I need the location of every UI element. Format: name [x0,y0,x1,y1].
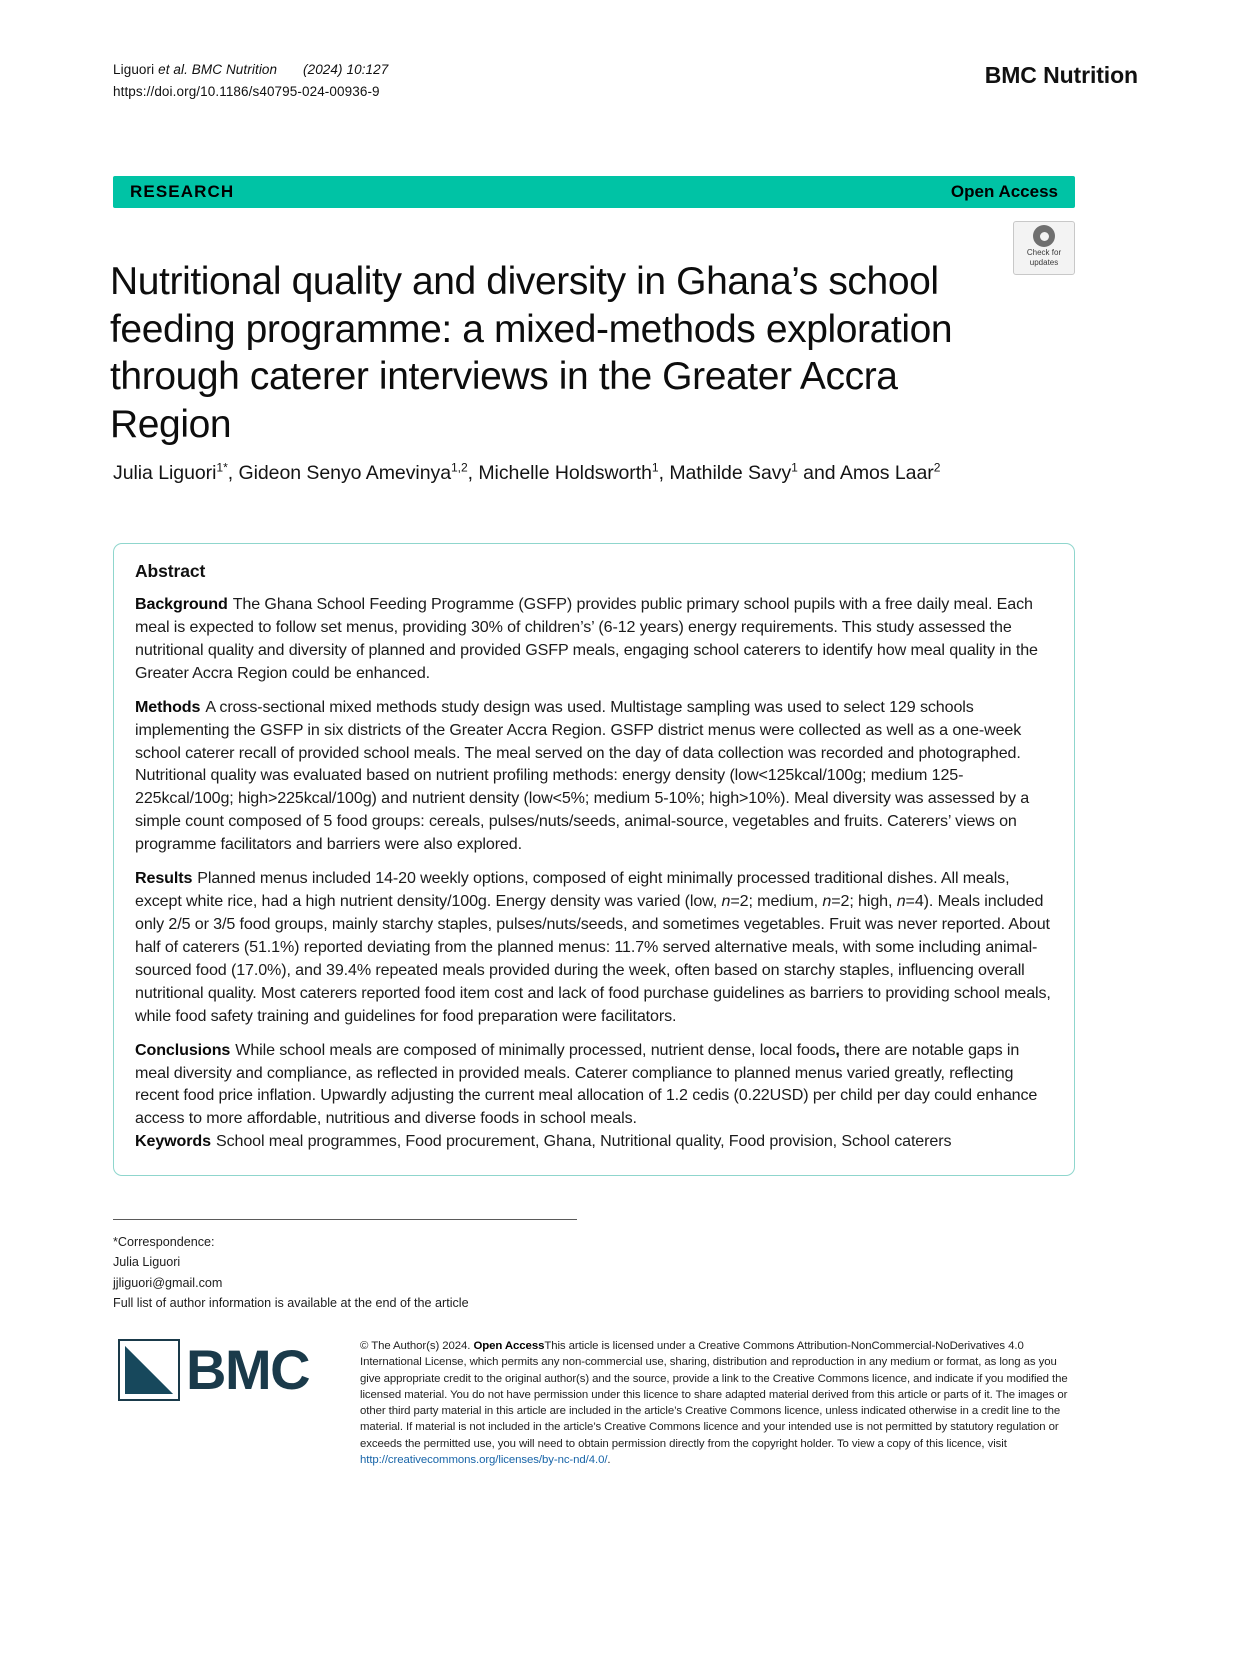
running-head [113,60,1138,103]
bmc-logo [118,1337,333,1403]
abstract-section-text: The Ghana School Feeding Programme (GSFP) provides public primary school pupils with a free daily meal. Each meal is expected to follow set menus, providing 30% of children’s’ (6-12 years) energy requirements. This study assessed the nutritional quality and diversity of planned and provided GSFP meals, engaging school caterers to identify how meal quality in the Greater Accra Region could be enhanced. [135,595,1038,682]
runhead-volume: (2024) 10:127 [303,62,389,77]
running-head-citation [113,60,388,103]
correspondence-label: *Correspondence: [113,1235,215,1249]
abstract-sections [135,593,1053,1130]
journal-title: BMC Nutrition [984,62,1138,88]
bmc-mark-icon [118,1339,180,1401]
bmc-logo-text: BMC [186,1338,310,1401]
page-title: Nutritional quality and diversity in Ghana’s school feeding programme: a mixed-methods exploration through caterer interviews in the Greater Accra Region [110,260,953,446]
abstract-section-text: Planned menus included 14-20 weekly options, composed of eight minimally processed traditional dishes. All meals, except white rice, had a high nutrient density/100g. Energy density was varied (low, n=2; medium, n=2; high, n=4). Meals included only 2/5 or 3/5 food groups, mainly starchy staples, pulses/nuts/seeds, and sometimes vegetables. Fruit was never reported. About half of caterers (51.1%) reported deviating from the planned menus: 11.7% served alternative meals, with some including animal-sourced food (17.0%), and 39.4% repeated meals provided during the week, often based on starchy staples, influencing overall nutritional quality. Most caterers reported food item cost and lack of food purchase guidelines as barriers to providing school meals, while food safety training and guidelines for food preparation were facilitators. [135,869,1051,1025]
keywords-label: Keywords [135,1132,211,1151]
abstract-section-text: A cross-sectional mixed methods study design was used. Multistage sampling was used to select 129 schools implementing the GSFP in six districts of the Greater Accra Region. GSFP district menus were collected as well as a one-week school caterer recall of provided school meals. The meal served on the day of data collection was recorded and photographed. Nutritional quality was evaluated based on nutrient profiling methods: energy density (low<125kcal/100g; medium 125-225kcal/100g; high>225kcal/100g) and nutrient density (low<5%; medium 5-10%; high>10%). Meal diversity was assessed by a simple count composed of 5 food groups: cereals, pulses/nuts/seeds, animal-source, vegetables and fruits. Caterers’ views on programme facilitators and barriers were also explored. [135,697,1030,854]
doi-link[interactable]: https://doi.org/10.1186/s40795-024-00936-9 [113,83,380,99]
license-body-2: . [607,1454,611,1467]
license-text [360,1338,1076,1468]
abstract-section [135,1039,1053,1131]
keywords-paragraph [135,1130,1053,1153]
abstract-section-label: Results [135,869,193,888]
runhead-author: Liguori [113,62,155,77]
correspondence-email[interactable]: jjliguori@gmail.com [113,1275,223,1290]
crossmark-line2: updates [1029,258,1059,268]
license-body-1: This article is licensed under a Creative Commons Attribution-NonCommercial-NoDerivatives 4.0 International License, which permits any non-commercial use, sharing, distribution and reproduction in any medium or format, as long as you give appropriate credit to the original author(s) and the source, provide a link to the Creative Commons licence, and indicate if you modified the licensed material. You do not have permission under this licence to share adapted material derived from this article or parts of it. The images or other third party material in this article are included in the article’s Creative Commons licence, unless indicated otherwise in a credit line to the material. If material is not included in the article’s Creative Commons licence and your intended use is not permitted by statutory regulation or exceeds the permitted use, you will need to obtain permission directly from the copyright holder. To view a copy of this licence, visit [360,1340,1068,1450]
correspondence-note: Full list of author information is available at the end of the article [113,1296,469,1311]
abstract-section [135,696,1053,856]
crossmark-circle-icon [1033,225,1055,247]
open-access-label: Open Access [950,182,1058,201]
abstract-section-text: While school meals are composed of minimally processed, nutrient dense, local foods, there are notable gaps in meal diversity and compliance, as reflected in provided meals. Caterer compliance to planned menus varied greatly, reflecting recent food price inflation. Upwardly adjusting the current meal allocation of 1.2 cedis (0.22USD) per child per day could enhance access to more affordable, nutritious and diverse foods in school meals. [135,1040,1038,1128]
author-list: Julia Liguori$^{1*}$, Gideon Senyo Amevinya$^{1,2}$, Michelle Holdsworth$^1$, Mathilde Savy$^1$ and Amos Laar$^2$ [113,460,941,484]
abstract-section [135,593,1053,685]
abstract-section-label: Methods [135,697,201,716]
article-type-label: RESEARCH [130,182,235,201]
open-access-bold: Open Access [473,1340,545,1352]
crossmark-badge[interactable] [1013,221,1075,275]
article-type-banner [113,176,1075,208]
keywords-value: School meal programmes, Food procurement, Ghana, Nutritional quality, Food provision, School caterers [215,1132,952,1151]
copyright-text: © The Author(s) 2024. [360,1340,471,1352]
abstract-section [135,867,1053,1027]
runhead-journal-italic: et al. BMC Nutrition [158,62,278,77]
abstract-box [113,543,1075,1176]
abstract-section-label: Conclusions [135,1040,231,1059]
correspondence-block [113,1232,633,1314]
abstract-section-label: Background [135,595,228,613]
correspondence-divider [113,1219,577,1220]
correspondence-name: Julia Liguori [113,1255,181,1270]
abstract-heading: Abstract [135,561,206,581]
crossmark-line1: Check for [1026,248,1062,257]
license-url-link[interactable]: http://creativecommons.org/licenses/by-nc-nd/4.0/ [360,1454,608,1467]
